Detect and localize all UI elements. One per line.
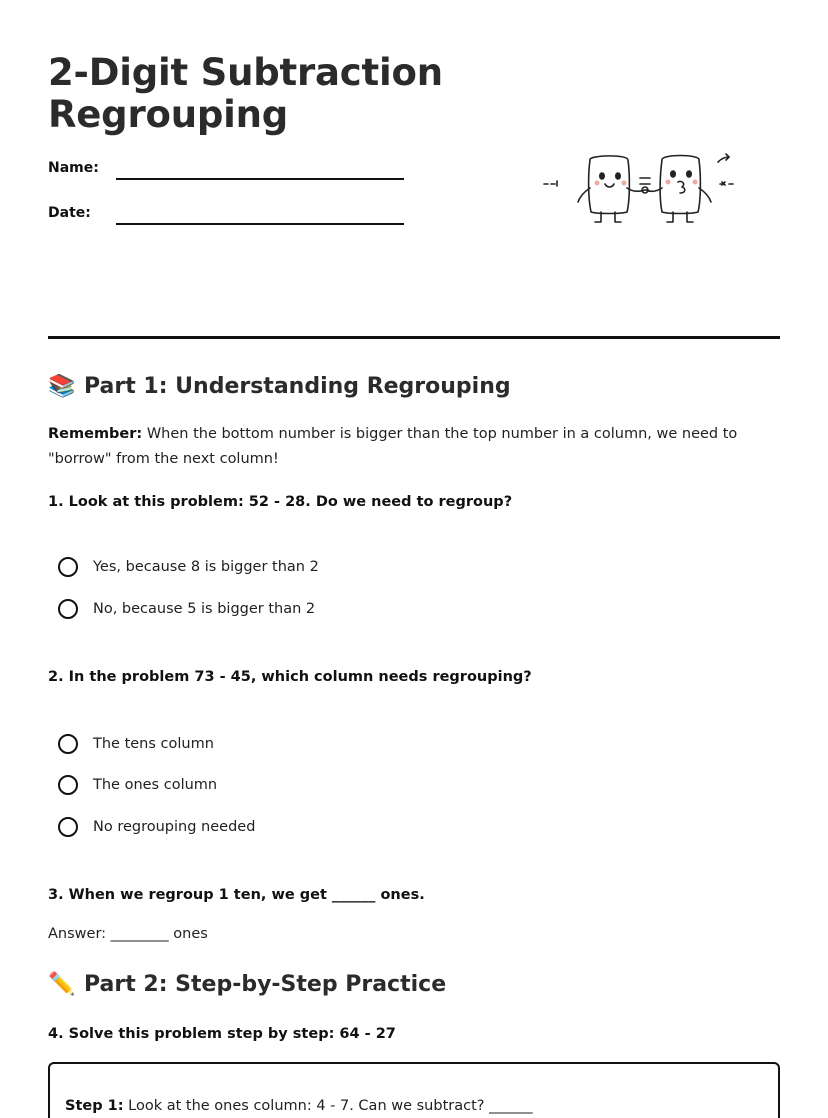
pencil-icon: ✏️ [48, 972, 76, 997]
step-1[interactable] [65, 1098, 533, 1114]
part1-heading [48, 374, 511, 399]
page-title: 2-Digit Subtraction Regrouping [48, 51, 443, 136]
remember-text: When the bottom number is bigger than the top number in a column, we need to "borrow" from the next column! [48, 426, 738, 467]
date-field-row [48, 205, 408, 229]
date-label: Date: [48, 205, 91, 221]
cartoon-characters-icon [538, 148, 750, 234]
step-1-label: Step 1: [65, 1098, 124, 1114]
q1-option-1[interactable] [58, 555, 319, 579]
question-2: 2. In the problem 73 - 45, which column needs regrouping? [48, 669, 532, 685]
question-3: 3. When we regroup 1 ten, we get ______ ones. [48, 887, 425, 903]
worksheet-page [48, 0, 780, 1118]
q2-option-2[interactable] [58, 773, 217, 797]
question-4: 4. Solve this problem step by step: 64 - 27 [48, 1026, 396, 1042]
header-divider [48, 336, 780, 339]
q1-option-2-label: No, because 5 is bigger than 2 [93, 601, 316, 617]
date-line[interactable] [116, 223, 404, 225]
q2-option-1[interactable] [58, 732, 214, 756]
part1-heading-text: Part 1: Understanding Regrouping [84, 374, 511, 399]
part2-heading [48, 972, 446, 997]
q2-option-2-radio[interactable] [58, 775, 78, 795]
q2-option-1-radio[interactable] [58, 734, 78, 754]
name-label: Name: [48, 160, 99, 176]
q2-option-3-label: No regrouping needed [93, 819, 256, 835]
step-box [48, 1062, 780, 1118]
step-1-text: Look at the ones column: 4 - 7. Can we subtract? ______ [123, 1098, 533, 1114]
question-1: 1. Look at this problem: 52 - 28. Do we need to regroup? [48, 494, 513, 510]
q1-option-2[interactable] [58, 597, 315, 621]
part2-heading-text: Part 2: Step-by-Step Practice [84, 972, 447, 997]
name-line[interactable] [116, 178, 404, 180]
remember-label: Remember: [48, 426, 143, 442]
q2-option-3-radio[interactable] [58, 817, 78, 837]
remember-note [48, 422, 780, 472]
name-field-row [48, 160, 408, 184]
q1-option-1-radio[interactable] [58, 557, 78, 577]
q2-option-2-label: The ones column [93, 777, 218, 793]
q1-option-1-label: Yes, because 8 is bigger than 2 [93, 559, 319, 575]
q2-option-3[interactable] [58, 815, 255, 839]
q3-answer[interactable]: Answer: ________ ones [48, 926, 208, 942]
q1-option-2-radio[interactable] [58, 599, 78, 619]
q2-option-1-label: The tens column [93, 736, 214, 752]
books-icon: 📚 [48, 374, 76, 399]
